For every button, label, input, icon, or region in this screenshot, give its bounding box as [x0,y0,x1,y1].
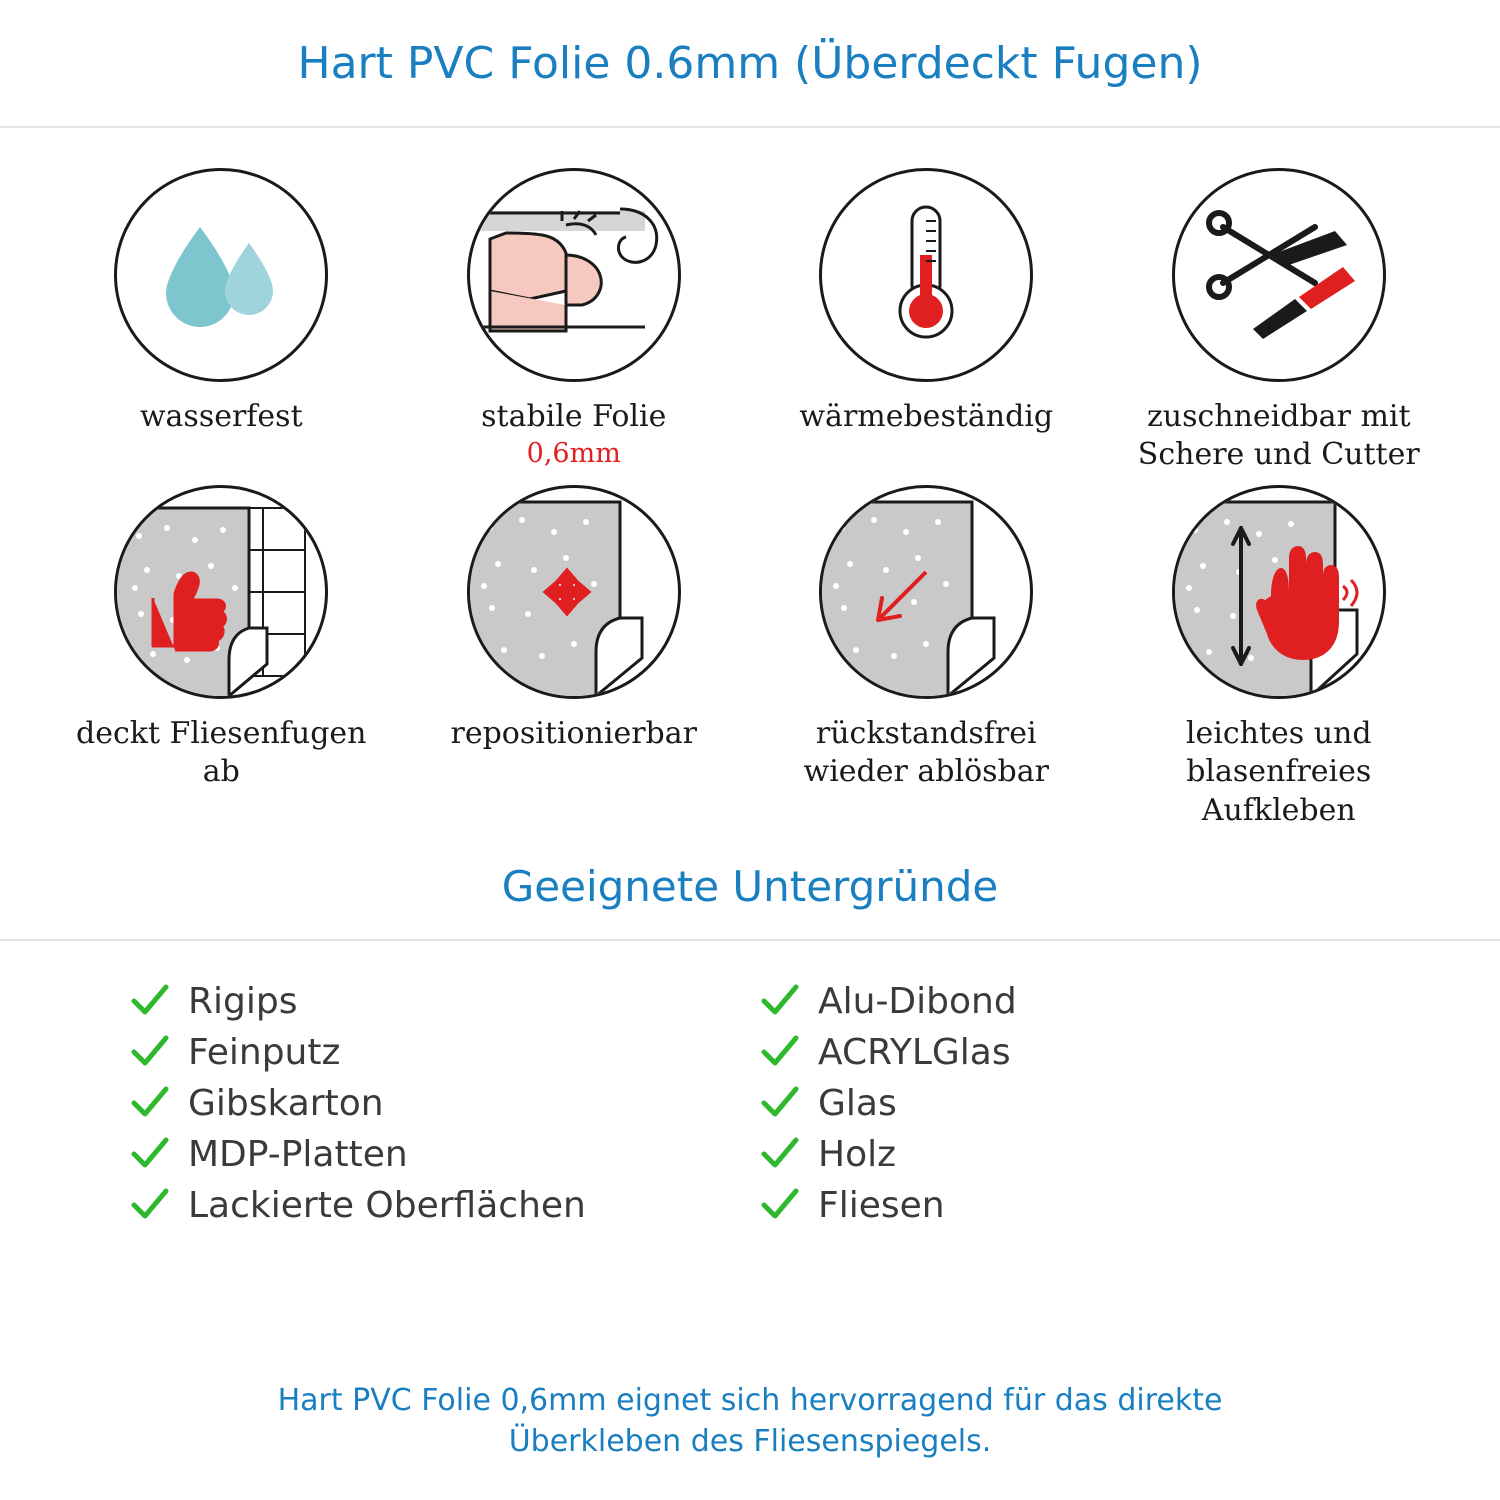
thumbs-up-tiles-icon [117,488,325,696]
check-mark-icon [760,1185,800,1225]
substrates-column-left [130,981,750,1226]
substrate-label: Alu-Dibond [818,980,1017,1022]
feature-grid [0,128,1500,830]
substrate-label: Glas [818,1082,897,1124]
substrates-list [0,941,1500,1226]
section-header [0,862,1500,941]
substrate-label: ACRYLGlas [818,1031,1011,1073]
list-item [130,1185,750,1226]
check-mark-icon [760,1032,800,1072]
feature-label: leichtes und blasenfreies Aufkleben [1185,715,1372,828]
feature-icon-circle [467,485,681,699]
feature-label: rückstandsfrei wieder ablösbar [803,715,1049,790]
header [0,0,1500,128]
feature-label: deckt Fliesenfugen ab [76,715,367,790]
check-mark-icon [760,1134,800,1174]
substrate-label: Feinputz [188,1031,341,1073]
feature-label: zuschneidbar mit Schere und Cutter [1137,399,1420,473]
substrate-label: Lackierte Oberflächen [188,1184,586,1226]
feature-label: wärmebeständig [799,399,1054,434]
feature-deckt-fliesenfugen [45,485,398,830]
smoothing-hand-icon [1175,488,1383,696]
list-item [130,1083,750,1124]
substrate-label: Holz [818,1133,896,1175]
list-item [760,1032,1380,1073]
footnote [0,1381,1500,1462]
water-drops-icon [117,171,325,379]
check-mark-icon [130,1134,170,1174]
peel-off-arrow-icon [822,488,1030,696]
feature-icon-circle [1172,168,1386,382]
check-mark-icon [130,1083,170,1123]
check-mark-icon [760,981,800,1021]
list-item [760,981,1380,1022]
feature-stabile-folie [398,168,751,475]
list-item [760,1083,1380,1124]
feature-repositionierbar [398,485,751,830]
check-mark-icon [760,1083,800,1123]
check-mark-icon [130,1185,170,1225]
feature-zuschneidbar [1103,168,1456,475]
feature-icon-circle [819,168,1033,382]
list-item [130,981,750,1022]
feature-icon-circle [467,168,681,382]
feature-waermebestaendig [750,168,1103,475]
list-item [130,1134,750,1175]
scissors-cutter-icon [1175,171,1383,379]
feature-label: repositionierbar [450,715,697,751]
reposition-arrows-icon [470,488,678,696]
substrate-label: Gibskarton [188,1082,384,1124]
feature-aufkleben [1103,485,1456,830]
feature-icon-circle [1172,485,1386,699]
list-item [760,1185,1380,1226]
substrate-label: MDP-Platten [188,1133,408,1175]
section-title: Geeignete Untergründe [501,861,999,911]
substrates-column-right [760,981,1380,1226]
feature-sublabel: 0,6mm [526,438,621,470]
feature-icon-circle [114,485,328,699]
feature-rueckstandsfrei [750,485,1103,830]
thermometer-icon [822,171,1030,379]
page-title: Hart PVC Folie 0.6mm (Überdeckt Fugen) [297,37,1203,89]
substrate-label: Rigips [188,980,298,1022]
list-item [130,1032,750,1073]
flexing-arm-icon [470,171,678,379]
feature-label: wasserfest [139,399,303,434]
footnote-line-2: Überkleben des Fliesenspiegels. [508,1423,992,1459]
footnote-line-1: Hart PVC Folie 0,6mm eignet sich hervorragend für das direkte [277,1383,1223,1418]
feature-icon-circle [819,485,1033,699]
feature-wasserfest [45,168,398,475]
check-mark-icon [130,981,170,1021]
substrate-label: Fliesen [818,1184,945,1226]
list-item [760,1134,1380,1175]
feature-icon-circle [114,168,328,382]
feature-label: stabile Folie [481,399,667,434]
check-mark-icon [130,1032,170,1072]
